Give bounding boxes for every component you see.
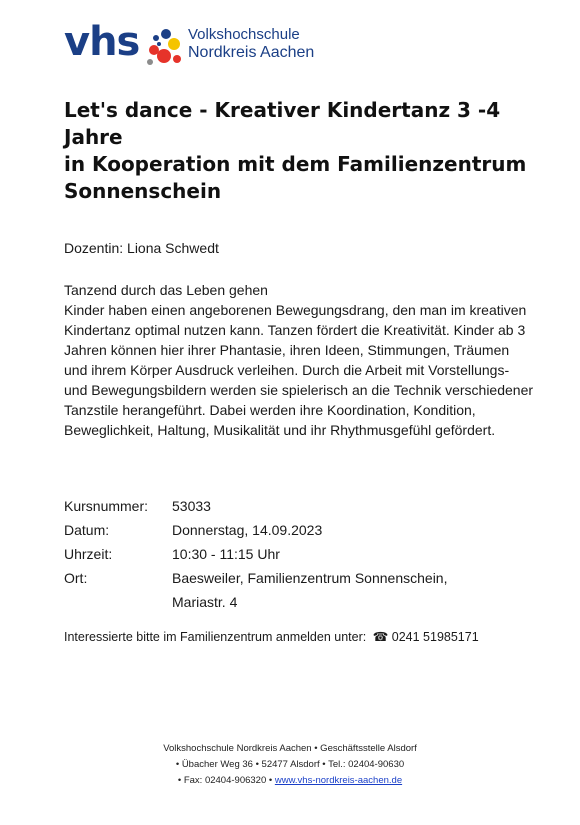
footer-fax: • Fax: 02404-906320 •: [177, 775, 273, 786]
course-place: [172, 566, 472, 614]
logo-line2: Nordkreis Aachen: [188, 44, 315, 61]
registration-note: [64, 629, 479, 644]
place-line1: Baesweiler, Familienzentrum Sonnenschein,: [172, 570, 448, 586]
logo-wordmark: vhs: [64, 19, 140, 65]
course-time: 10:30 - 11:15 Uhr: [172, 546, 280, 562]
detail-row-place: [64, 566, 472, 614]
date-label: Datum:: [64, 522, 110, 538]
course-date: Donnerstag, 14.09.2023: [172, 522, 323, 538]
footer-line2: • Übacher Weg 36 • 52477 Alsdorf • Tel.: 02404-90630: [175, 759, 405, 770]
title-line1: Let's dance - Kreativer Kindertanz 3 -4: [64, 98, 501, 122]
logo-dots-icon: [144, 26, 184, 68]
logo-line1: Volkshochschule: [188, 26, 300, 43]
course-details: [64, 494, 472, 614]
time-label: Uhrzeit:: [64, 546, 113, 562]
detail-row-number: [64, 494, 472, 518]
phone-number: 0241 51985171: [391, 630, 479, 644]
course-title: [64, 97, 534, 205]
number-label: Kursnummer:: [64, 498, 149, 514]
title-line2: Jahre: [64, 125, 123, 149]
course-description: [64, 280, 534, 440]
registration-text: Interessierte bitte im Familienzentrum anmelden unter:: [64, 630, 367, 644]
footer-line1: Volkshochschule Nordkreis Aachen • Geschäftsstelle Alsdorf: [163, 743, 417, 754]
footer: [0, 741, 580, 789]
course-number: 53033: [172, 498, 211, 514]
footer-line3: [0, 773, 580, 789]
detail-row-date: [64, 518, 472, 542]
title-line4: Sonnenschein: [64, 179, 222, 203]
description-body: Kinder haben einen angeborenen Bewegungsdrang, den man im kreativen Kindertanz optimal nutzen kann. Tanzen fördert die Kreativität. Kinder ab 3 Jahren können hier ihrer Phantasie, ihren Ideen, Stimmungen, Träumen und ihrem Körper Ausdruck verleihen. Durch die Arbeit mit Vorstellungs- und Bewegungsbildern werden sie spielerisch an die Technik verschiedener Tanzstile herangeführt. Dabei werden ihre Koordination, Kondition, Beweglichkeit, Haltung, Musikalität und ihr Rhythmusgefühl gefördert.: [64, 302, 534, 438]
place-label: Ort:: [64, 570, 88, 586]
detail-row-time: [64, 542, 472, 566]
description-lead: Tanzend durch das Leben gehen: [64, 282, 268, 298]
lecturer: Dozentin: Liona Schwedt: [64, 240, 219, 256]
phone-icon: ☎: [372, 630, 389, 644]
website-link[interactable]: www.vhs-nordkreis-aachen.de: [274, 775, 403, 786]
logo-text: [188, 26, 314, 62]
title-line3: in Kooperation mit dem Familienzentrum: [64, 152, 527, 176]
place-line2: Mariastr. 4: [172, 594, 238, 610]
vhs-logo: [64, 19, 334, 68]
